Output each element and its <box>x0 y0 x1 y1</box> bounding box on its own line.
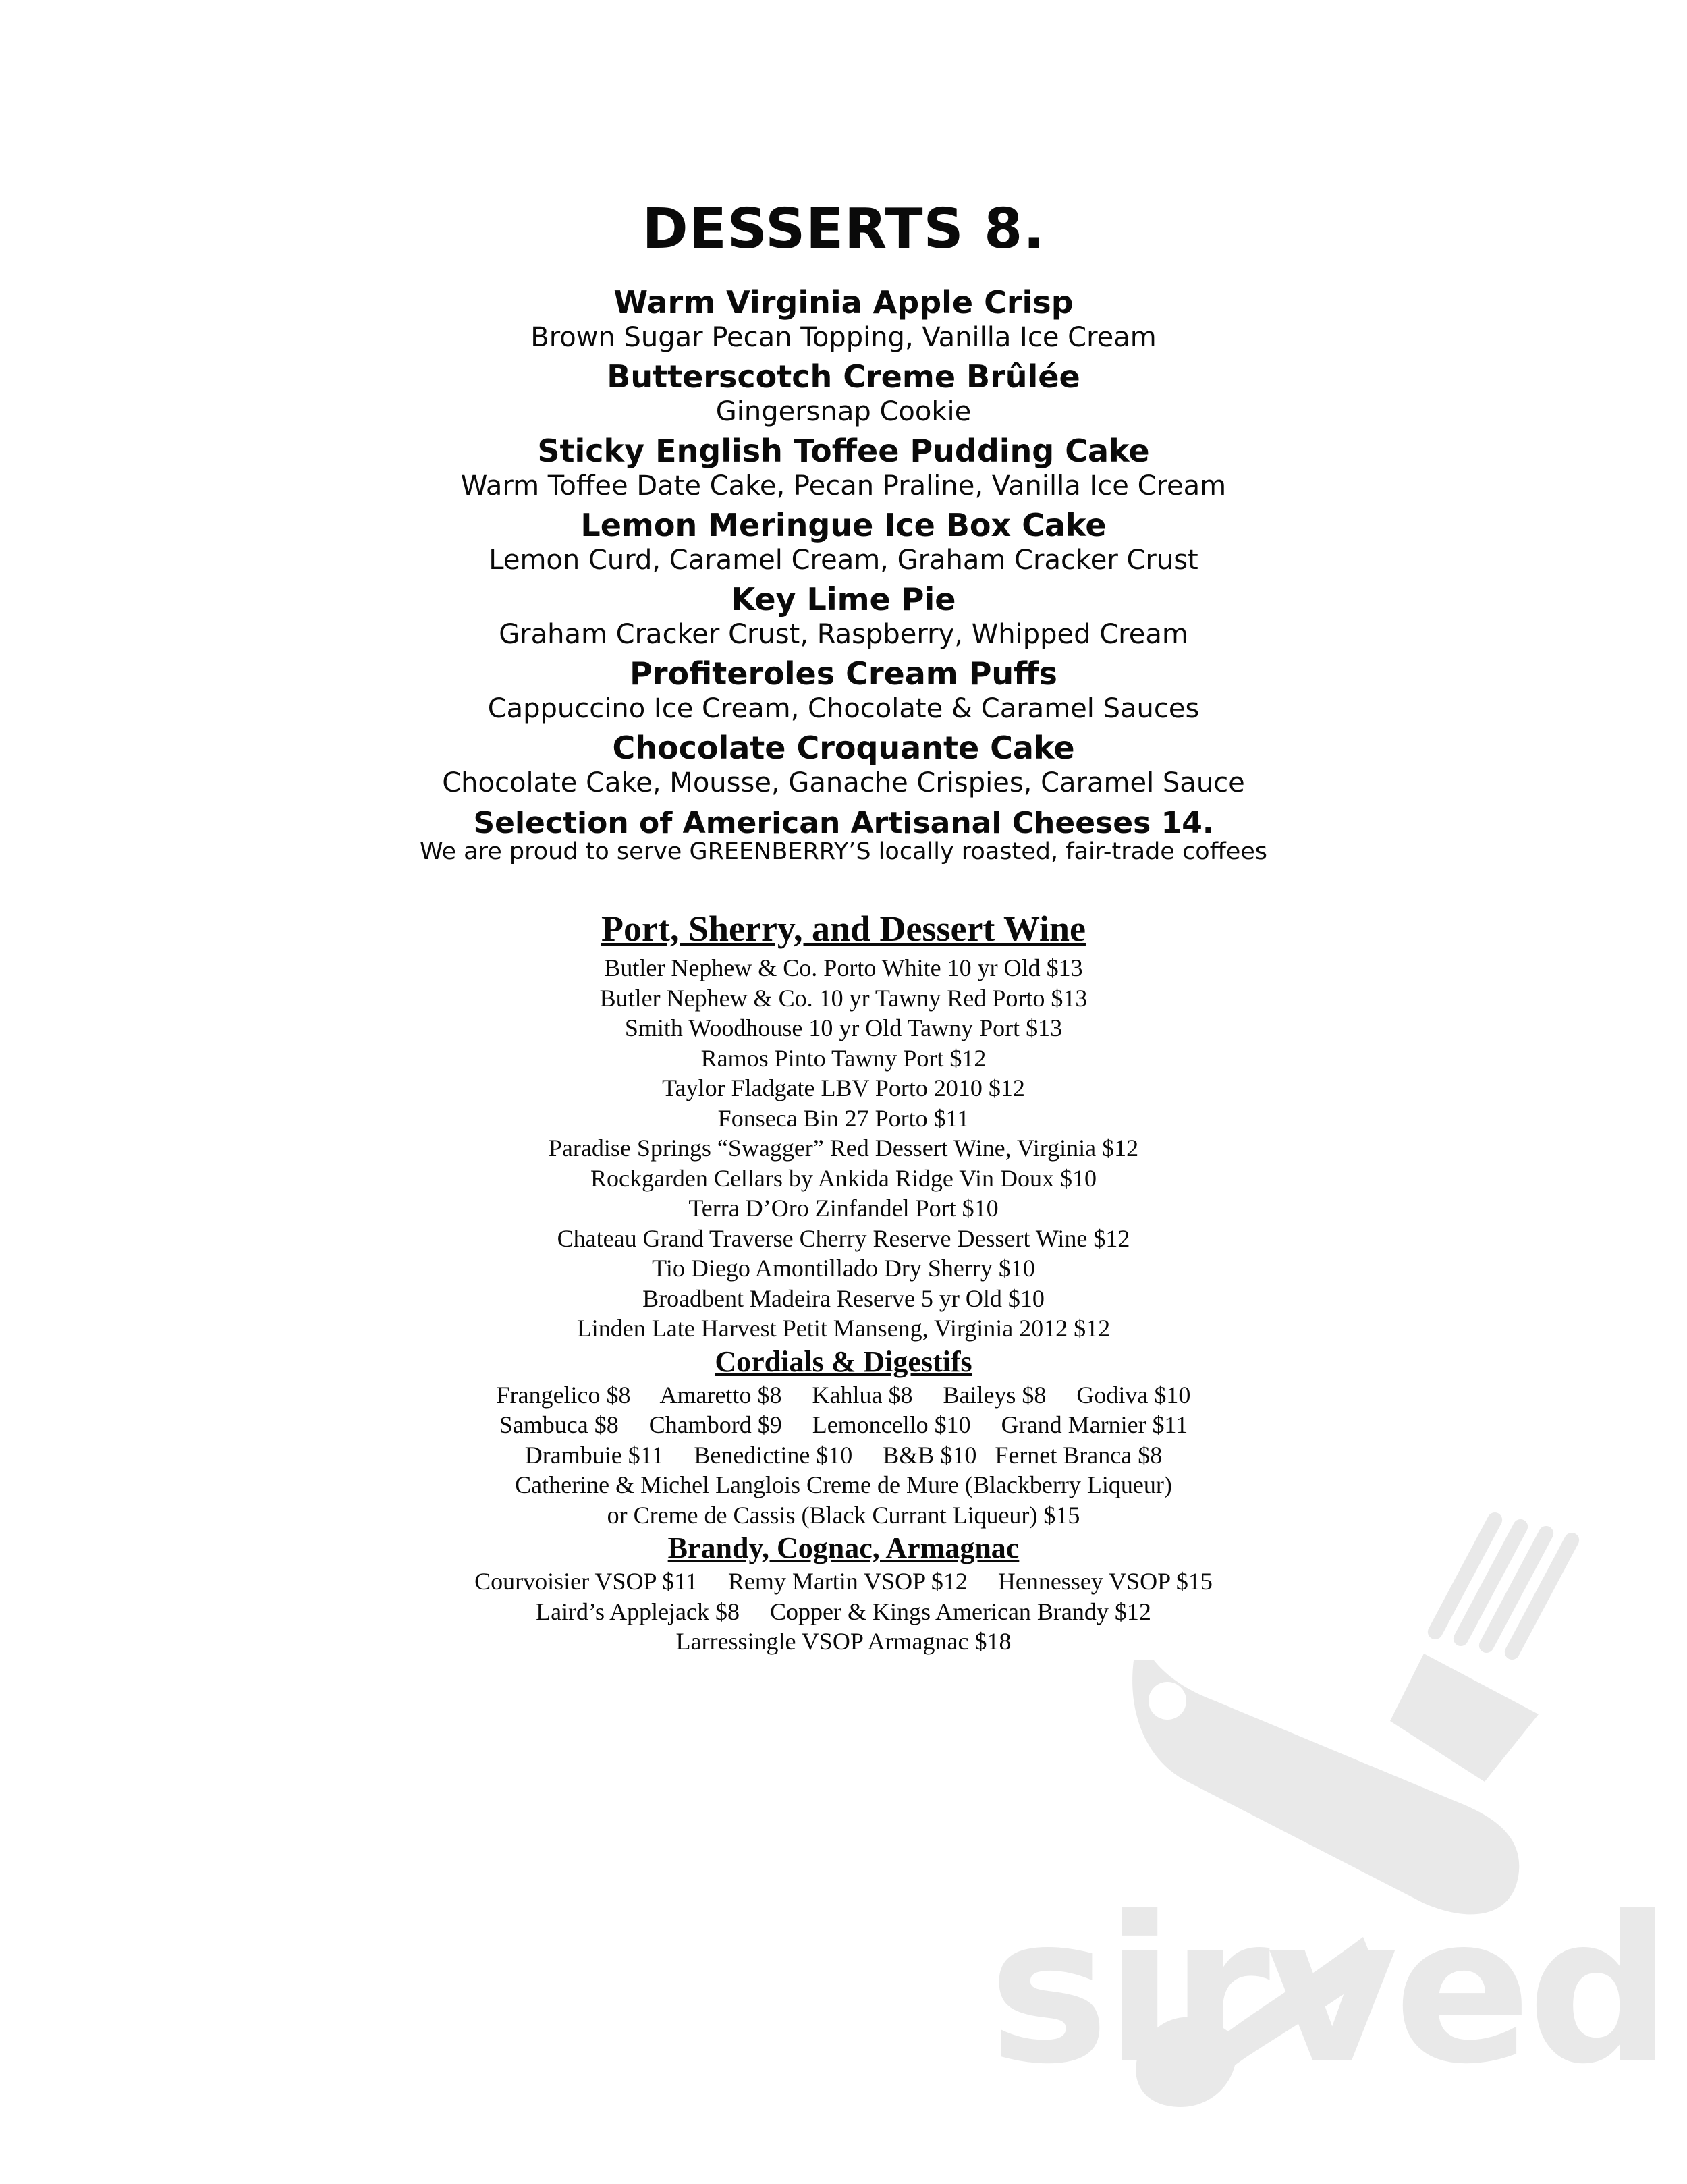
wine-item: Linden Late Harvest Petit Manseng, Virginia 2012 $12 <box>576 1315 1111 1342</box>
wine-item: Smith Woodhouse 10 yr Old Tawny Port $13 <box>624 1014 1063 1041</box>
wine-item: Butler Nephew & Co. 10 yr Tawny Red Porto $13 <box>599 984 1088 1012</box>
dessert-description: Lemon Curd, Caramel Cream, Graham Cracker Crust <box>489 545 1198 576</box>
dessert-name: Key Lime Pie <box>731 581 956 618</box>
wine-item: Fonseca Bin 27 Porto $11 <box>717 1104 970 1132</box>
dessert-item <box>0 580 1687 651</box>
brandy-line: Larressingle VSOP Armagnac $18 <box>675 1628 1012 1655</box>
brandy-heading: Brandy, Cognac, Armagnac <box>667 1531 1020 1564</box>
cordial-line: Frangelico $8 Amaretto $8 Kahlua $8 Baileys $8 Godiva $10 <box>496 1381 1191 1409</box>
wine-item: Terra D’Oro Zinfandel Port $10 <box>688 1195 999 1222</box>
wine-item: Butler Nephew & Co. Porto White 10 yr Old $13 <box>604 954 1083 981</box>
port-sherry-heading: Port, Sherry, and Dessert Wine <box>601 908 1086 949</box>
cordial-line: Drambuie $11 Benedictine $10 B&B $10 Fernet Branca $8 <box>524 1441 1163 1469</box>
wine-item: Chateau Grand Traverse Cherry Reserve Dessert Wine $12 <box>557 1224 1130 1252</box>
watermark-logo-text: sirved <box>989 1873 1669 2108</box>
dessert-description: Warm Toffee Date Cake, Pecan Praline, Vanilla Ice Cream <box>460 470 1227 501</box>
dessert-description: Graham Cracker Crust, Raspberry, Whipped Cream <box>499 619 1188 650</box>
dessert-name: Butterscotch Creme Brûlée <box>607 358 1080 395</box>
desserts-list <box>0 283 1687 844</box>
cordial-line: Sambuca $8 Chambord $9 Lemoncello $10 Grand Marnier $11 <box>499 1411 1188 1438</box>
brandy-line: Laird’s Applejack $8 Copper & Kings American Brandy $12 <box>536 1598 1151 1625</box>
dessert-description: Cappuccino Ice Cream, Chocolate & Caramel Sauces <box>487 693 1200 724</box>
dessert-item <box>0 729 1687 799</box>
dessert-name: Warm Virginia Apple Crisp <box>613 284 1074 321</box>
wine-item: Ramos Pinto Tawny Port $12 <box>700 1044 987 1072</box>
dessert-name: Lemon Meringue Ice Box Cake <box>580 507 1107 543</box>
dessert-item <box>0 506 1687 576</box>
dessert-item <box>0 432 1687 502</box>
dessert-name: Sticky English Toffee Pudding Cake <box>537 433 1150 469</box>
wine-item: Paradise Springs “Swagger” Red Dessert Wine, Virginia $12 <box>548 1135 1139 1162</box>
dessert-description: Brown Sugar Pecan Topping, Vanilla Ice Cream <box>530 322 1157 353</box>
dessert-name: Profiteroles Cream Puffs <box>630 655 1057 692</box>
wine-item: Rockgarden Cellars by Ankida Ridge Vin Doux $10 <box>590 1164 1097 1192</box>
page-title: DESSERTS 8. <box>642 197 1045 261</box>
cordial-line: or Creme de Cassis (Black Currant Liqueur) $15 <box>607 1501 1080 1529</box>
brandy-line: Courvoisier VSOP $11 Remy Martin VSOP $12 Hennessey VSOP $15 <box>474 1568 1213 1595</box>
coffee-note: We are proud to serve GREENBERRY’S locally roasted, fair-trade coffees <box>419 838 1268 865</box>
port-list <box>0 953 1687 1344</box>
dessert-name: Chocolate Croquante Cake <box>612 730 1075 766</box>
dessert-item <box>0 283 1687 354</box>
cordials-heading: Cordials & Digestifs <box>715 1344 972 1378</box>
cordial-line: Catherine & Michel Langlois Creme de Mure (Blackberry Liqueur) <box>515 1471 1172 1498</box>
dessert-item <box>0 358 1687 428</box>
cheese-selection: Selection of American Artisanal Cheeses 14. <box>473 806 1214 840</box>
wine-item: Broadbent Madeira Reserve 5 yr Old $10 <box>642 1284 1045 1312</box>
dessert-description: Gingersnap Cookie <box>715 396 972 427</box>
wine-item: Tio Diego Amontillado Dry Sherry $10 <box>652 1255 1035 1282</box>
wine-item: Taylor Fladgate LBV Porto 2010 $12 <box>662 1074 1025 1101</box>
dessert-description: Chocolate Cake, Mousse, Ganache Crispies, Caramel Sauce <box>442 767 1245 798</box>
dessert-item <box>0 655 1687 725</box>
